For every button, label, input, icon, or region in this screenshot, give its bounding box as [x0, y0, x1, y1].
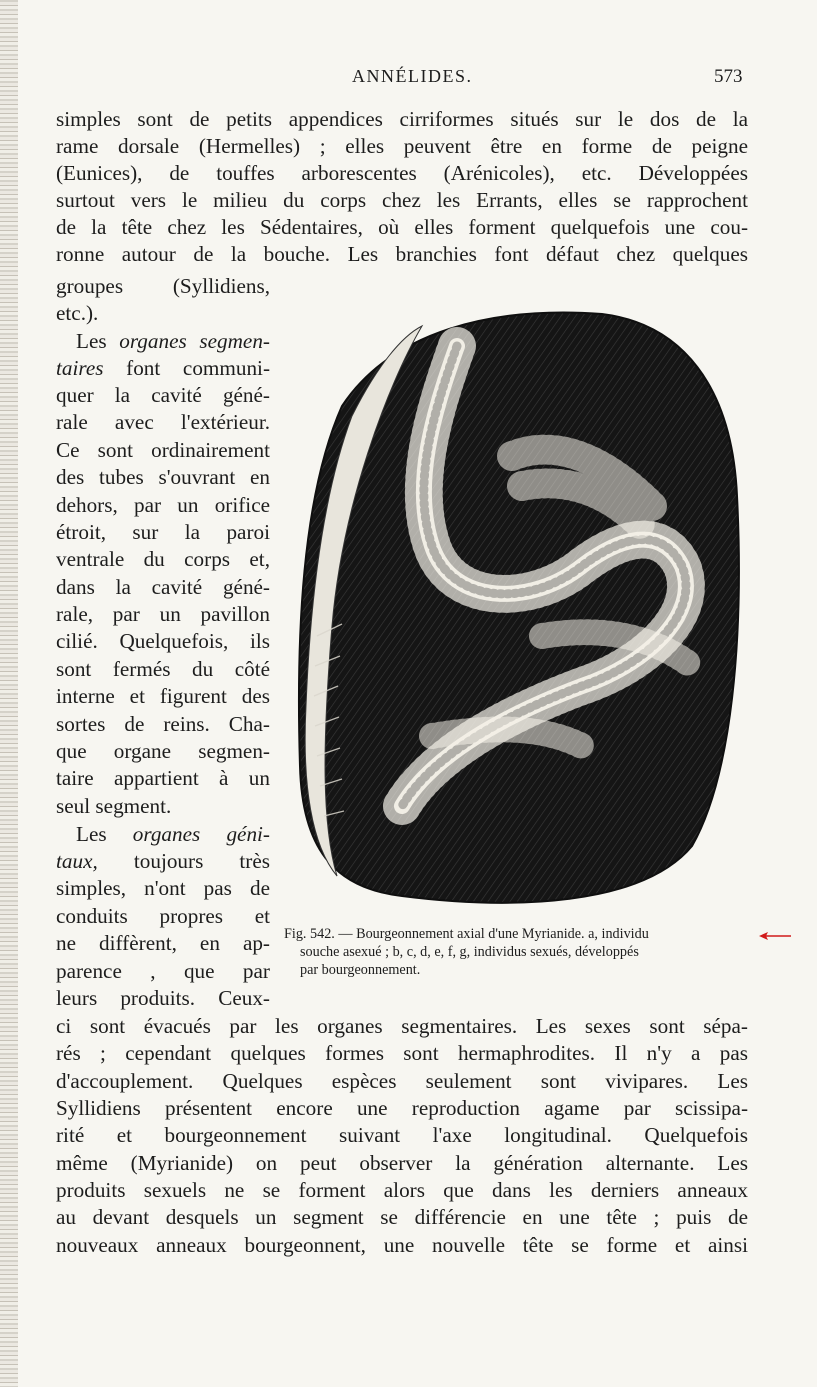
text-line: que organe segmen-: [56, 739, 270, 763]
text-line: sortes de reins. Cha-: [56, 712, 270, 736]
worm-illustration: [282, 306, 744, 910]
text-run: Les: [76, 329, 120, 353]
text-line: dehors, par un orifice: [56, 493, 270, 517]
text-line: simples, n'ont pas de: [56, 876, 270, 900]
caption-line: Fig. 542. — Bourgeonnement axial d'une Myrianide. a, individu: [284, 926, 649, 942]
text-line: parence , que par: [56, 959, 270, 983]
text-line: taire appartient à un: [56, 766, 270, 790]
text-line: quer la cavité géné-: [56, 383, 270, 407]
text-line: conduits propres et: [56, 904, 270, 928]
text-line: rame dorsale (Hermelles) ; elles peuvent être en forme de peigne: [56, 134, 748, 158]
text-line: nouveaux anneaux bourgeonnent, une nouvelle tête se forme et ainsi: [56, 1233, 748, 1257]
text-line: [56, 328, 270, 355]
text-line: même (Myrianide) on peut observer la génération alternante. Les: [56, 1151, 748, 1175]
text-line: étroit, sur la paroi: [56, 520, 270, 544]
text-line: ne diffèrent, en ap-: [56, 931, 270, 955]
text-line: [56, 848, 270, 875]
text-line: Ce sont ordinairement: [56, 438, 270, 462]
text-line: seul segment.: [56, 794, 172, 818]
text-run: font communi-: [103, 356, 270, 380]
text-line: [56, 355, 270, 382]
text-line: rité et bourgeonnement suivant l'axe longitudinal. Quelquefois: [56, 1123, 748, 1147]
figure-caption: [284, 925, 754, 979]
italic-term: organes segmen-: [119, 329, 270, 353]
caption-line: souche asexué ; b, c, d, e, f, g, individus sexués, développés: [300, 944, 639, 960]
text-line: ci sont évacués par les organes segmentaires. Les sexes sont sépa-: [56, 1014, 748, 1038]
text-line: dans la cavité géné-: [56, 575, 270, 599]
text-line: rés ; cependant quelques formes sont hermaphrodites. Il n'y a pas: [56, 1041, 748, 1065]
text-line: Syllidiens présentent encore une reproduction agame par scissipa-: [56, 1096, 748, 1120]
page-header: [0, 66, 817, 96]
myrianide-engraving: [282, 306, 744, 910]
text-line: des tubes s'ouvrant en: [56, 465, 270, 489]
page-binding-edge: [0, 0, 18, 1387]
text-line: [56, 821, 270, 848]
italic-term: organes géni-: [132, 822, 270, 846]
text-line: d'accouplement. Quelques espèces seulement sont vivipares. Les: [56, 1069, 748, 1093]
text-line: cilié. Quelquefois, ils: [56, 629, 270, 653]
running-title: ANNÉLIDES.: [352, 66, 473, 86]
text-line: sont fermés du côté: [56, 657, 270, 681]
caption-line: par bourgeonnement.: [300, 962, 421, 978]
text-line: etc.).: [56, 301, 99, 325]
page-number: 573: [714, 66, 743, 87]
text-line: simples sont de petits appendices cirriformes situés sur le dos de la: [56, 107, 748, 131]
text-line: ronne autour de la bouche. Les branchies font défaut chez quelques: [56, 242, 748, 266]
italic-term: taux,: [56, 849, 98, 873]
red-arrow-icon: [758, 931, 792, 941]
text-run: toujours très: [97, 849, 270, 873]
text-line: ventrale du corps et,: [56, 547, 270, 571]
text-line: de la tête chez les Sédentaires, où elles forment quelquefois une cou-: [56, 215, 748, 239]
text-line: surtout vers le milieu du corps chez les Errants, elles se rapprochent: [56, 188, 748, 212]
text-line: au devant desquels un segment se différencie en une tête ; puis de: [56, 1205, 748, 1229]
text-line: rale, par un pavillon: [56, 602, 270, 626]
text-line: (Eunices), de touffes arborescentes (Arénicoles), etc. Développées: [56, 161, 748, 185]
italic-term: taires: [56, 356, 104, 380]
text-line: interne et figurent des: [56, 684, 270, 708]
text-line: leurs produits. Ceux-: [56, 986, 270, 1010]
text-line: produits sexuels ne se forment alors que dans les derniers anneaux: [56, 1178, 748, 1202]
text-line: rale avec l'extérieur.: [56, 410, 270, 434]
text-line: groupes (Syllidiens,: [56, 274, 270, 298]
text-run: Les: [76, 822, 133, 846]
